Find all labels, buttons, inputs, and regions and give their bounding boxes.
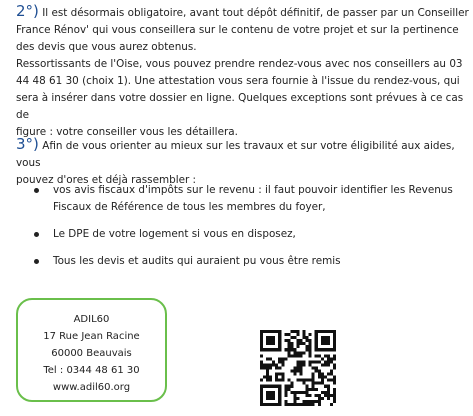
section-2-line-3: des devis que vous aurez obtenus. <box>16 41 197 53</box>
bullet-icon <box>34 188 39 193</box>
section-3-line-2: pouvez d'ores et déjà rassembler : <box>16 174 197 186</box>
contact-street: 17 Rue Jean Racine <box>43 331 140 342</box>
section-3-line-1: Afin de vous orienter au mieux sur les travaux et sur votre éligibilité aux aides, vous <box>16 140 455 169</box>
contact-phone: Tel : 0344 48 61 30 <box>43 365 140 376</box>
section-2-paragraph <box>16 3 471 141</box>
contact-website[interactable]: www.adil60.org <box>52 382 131 393</box>
section-3-number: 3°) <box>16 135 39 153</box>
section-2-number: 2°) <box>16 2 39 20</box>
section-2-line-2: France Rénov' qui vous conseillera sur le contenu de votre projet et sur la pertinence <box>16 24 459 36</box>
list-item <box>34 226 464 243</box>
list-item <box>34 182 464 216</box>
list-item <box>34 253 464 270</box>
list-item-line-1: Tous les devis et audits qui auraient pu vous être remis <box>53 255 341 267</box>
section-2-line-5: 44 48 61 30 (choix 1). Une attestation vous sera fournie à l'issue du rendez-vous, qui <box>16 75 460 87</box>
bullet-icon <box>34 232 39 237</box>
section-2-line-1: Il est désormais obligatoire, avant tout dépôt définitif, de passer par un Conseiller <box>38 7 469 19</box>
bullet-icon <box>34 259 39 264</box>
contact-name: ADIL60 <box>73 314 110 325</box>
list-item-line-1: Le DPE de votre logement si vous en disposez, <box>53 228 296 240</box>
list-item-line-1: vos avis fiscaux d'impôts sur le revenu : il faut pouvoir identifier les Revenus <box>53 184 453 196</box>
contact-city: 60000 Beauvais <box>51 348 132 359</box>
documents-list <box>34 182 464 280</box>
qr-code-icon[interactable] <box>260 330 336 406</box>
section-2-line-7: figure : votre conseiller vous les détaillera. <box>16 126 238 138</box>
contact-card <box>16 298 167 402</box>
section-2-line-6: sera à insérer dans votre dossier en ligne. Quelques exceptions sont prévues à ce cas de <box>16 92 464 121</box>
section-2-line-4: Ressortissants de l'Oise, vous pouvez prendre rendez-vous avec nos conseillers au 03 <box>16 58 463 70</box>
list-item-line-2: Fiscaux de Référence de tous les membres du foyer, <box>53 201 326 213</box>
